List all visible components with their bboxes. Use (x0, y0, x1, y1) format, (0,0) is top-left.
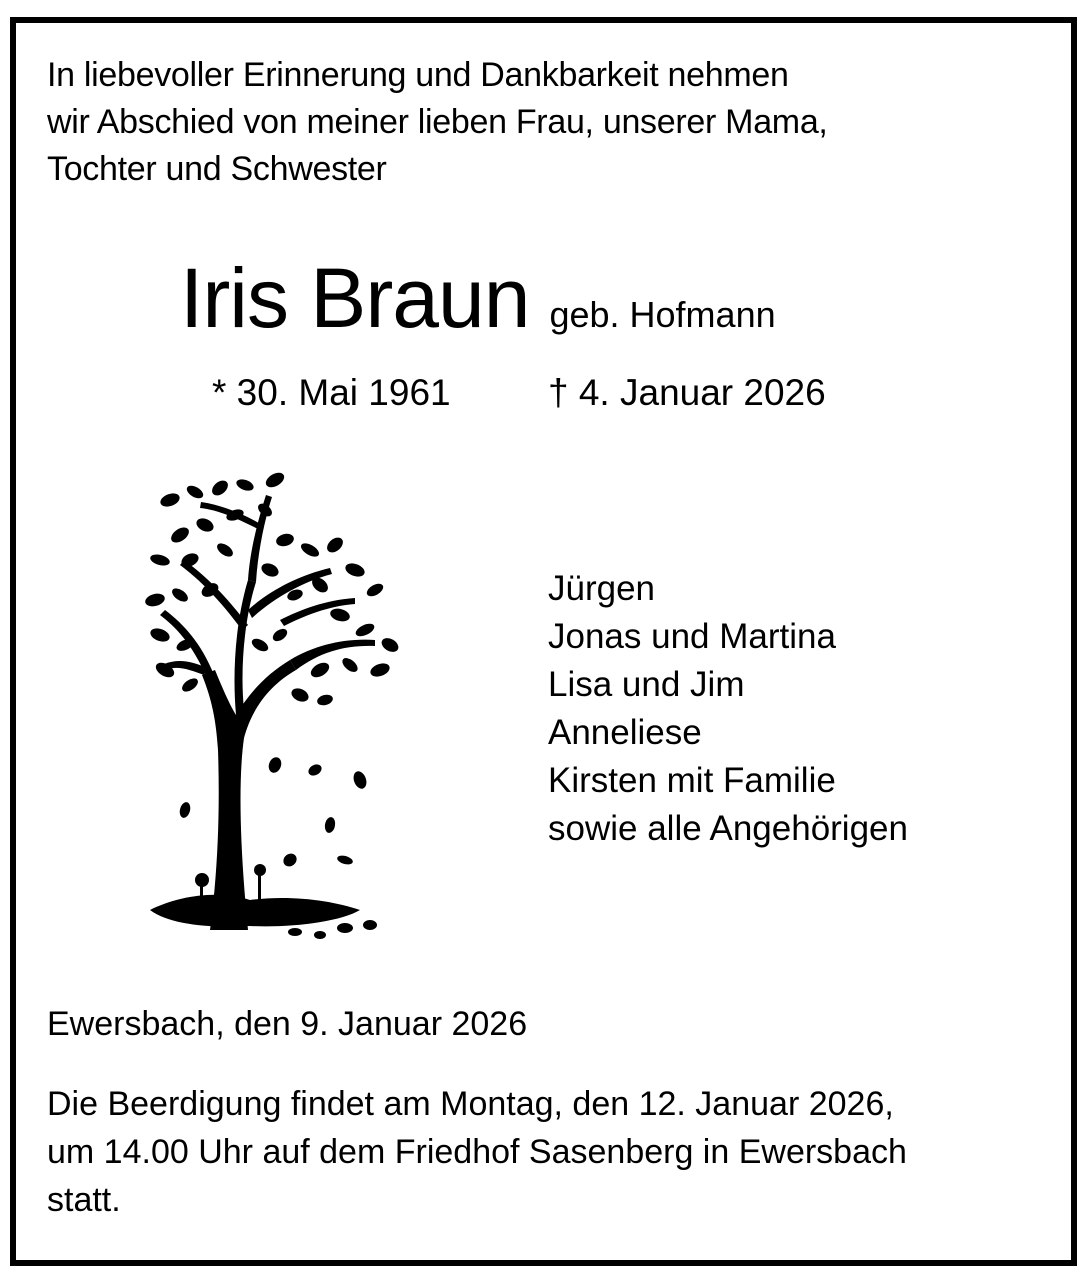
mourner: Kirsten mit Familie (548, 761, 836, 800)
intro-line: Tochter und Schwester (47, 150, 387, 188)
mourners-list (548, 565, 908, 853)
mourner: Anneliese (548, 713, 702, 752)
place-date: Ewersbach, den 9. Januar 2026 (47, 1005, 528, 1043)
intro-text (47, 52, 1007, 193)
deceased-name: Iris Braun (180, 251, 530, 345)
birth-date: * 30. Mai 1961 (212, 372, 451, 413)
funeral-info (47, 1080, 1047, 1224)
funeral-line: um 14.00 Uhr auf dem Friedhof Sasenberg in Ewersbach (47, 1133, 907, 1171)
tree-silhouette-icon (140, 470, 410, 950)
mourner: Jonas und Martina (548, 617, 836, 656)
mourner: sowie alle Angehörigen (548, 809, 908, 848)
death-date: † 4. Januar 2026 (548, 372, 826, 413)
mourner: Jürgen (548, 569, 656, 608)
deceased-name-row (180, 250, 776, 347)
funeral-line: statt. (47, 1181, 121, 1219)
intro-line: In liebevoller Erinnerung und Dankbarkeit nehmen (47, 56, 789, 94)
mourner: Lisa und Jim (548, 665, 745, 704)
maiden-name: geb. Hofmann (549, 294, 776, 335)
funeral-line: Die Beerdigung findet am Montag, den 12. Januar 2026, (47, 1085, 894, 1123)
intro-line: wir Abschied von meiner lieben Frau, unserer Mama, (47, 103, 828, 141)
